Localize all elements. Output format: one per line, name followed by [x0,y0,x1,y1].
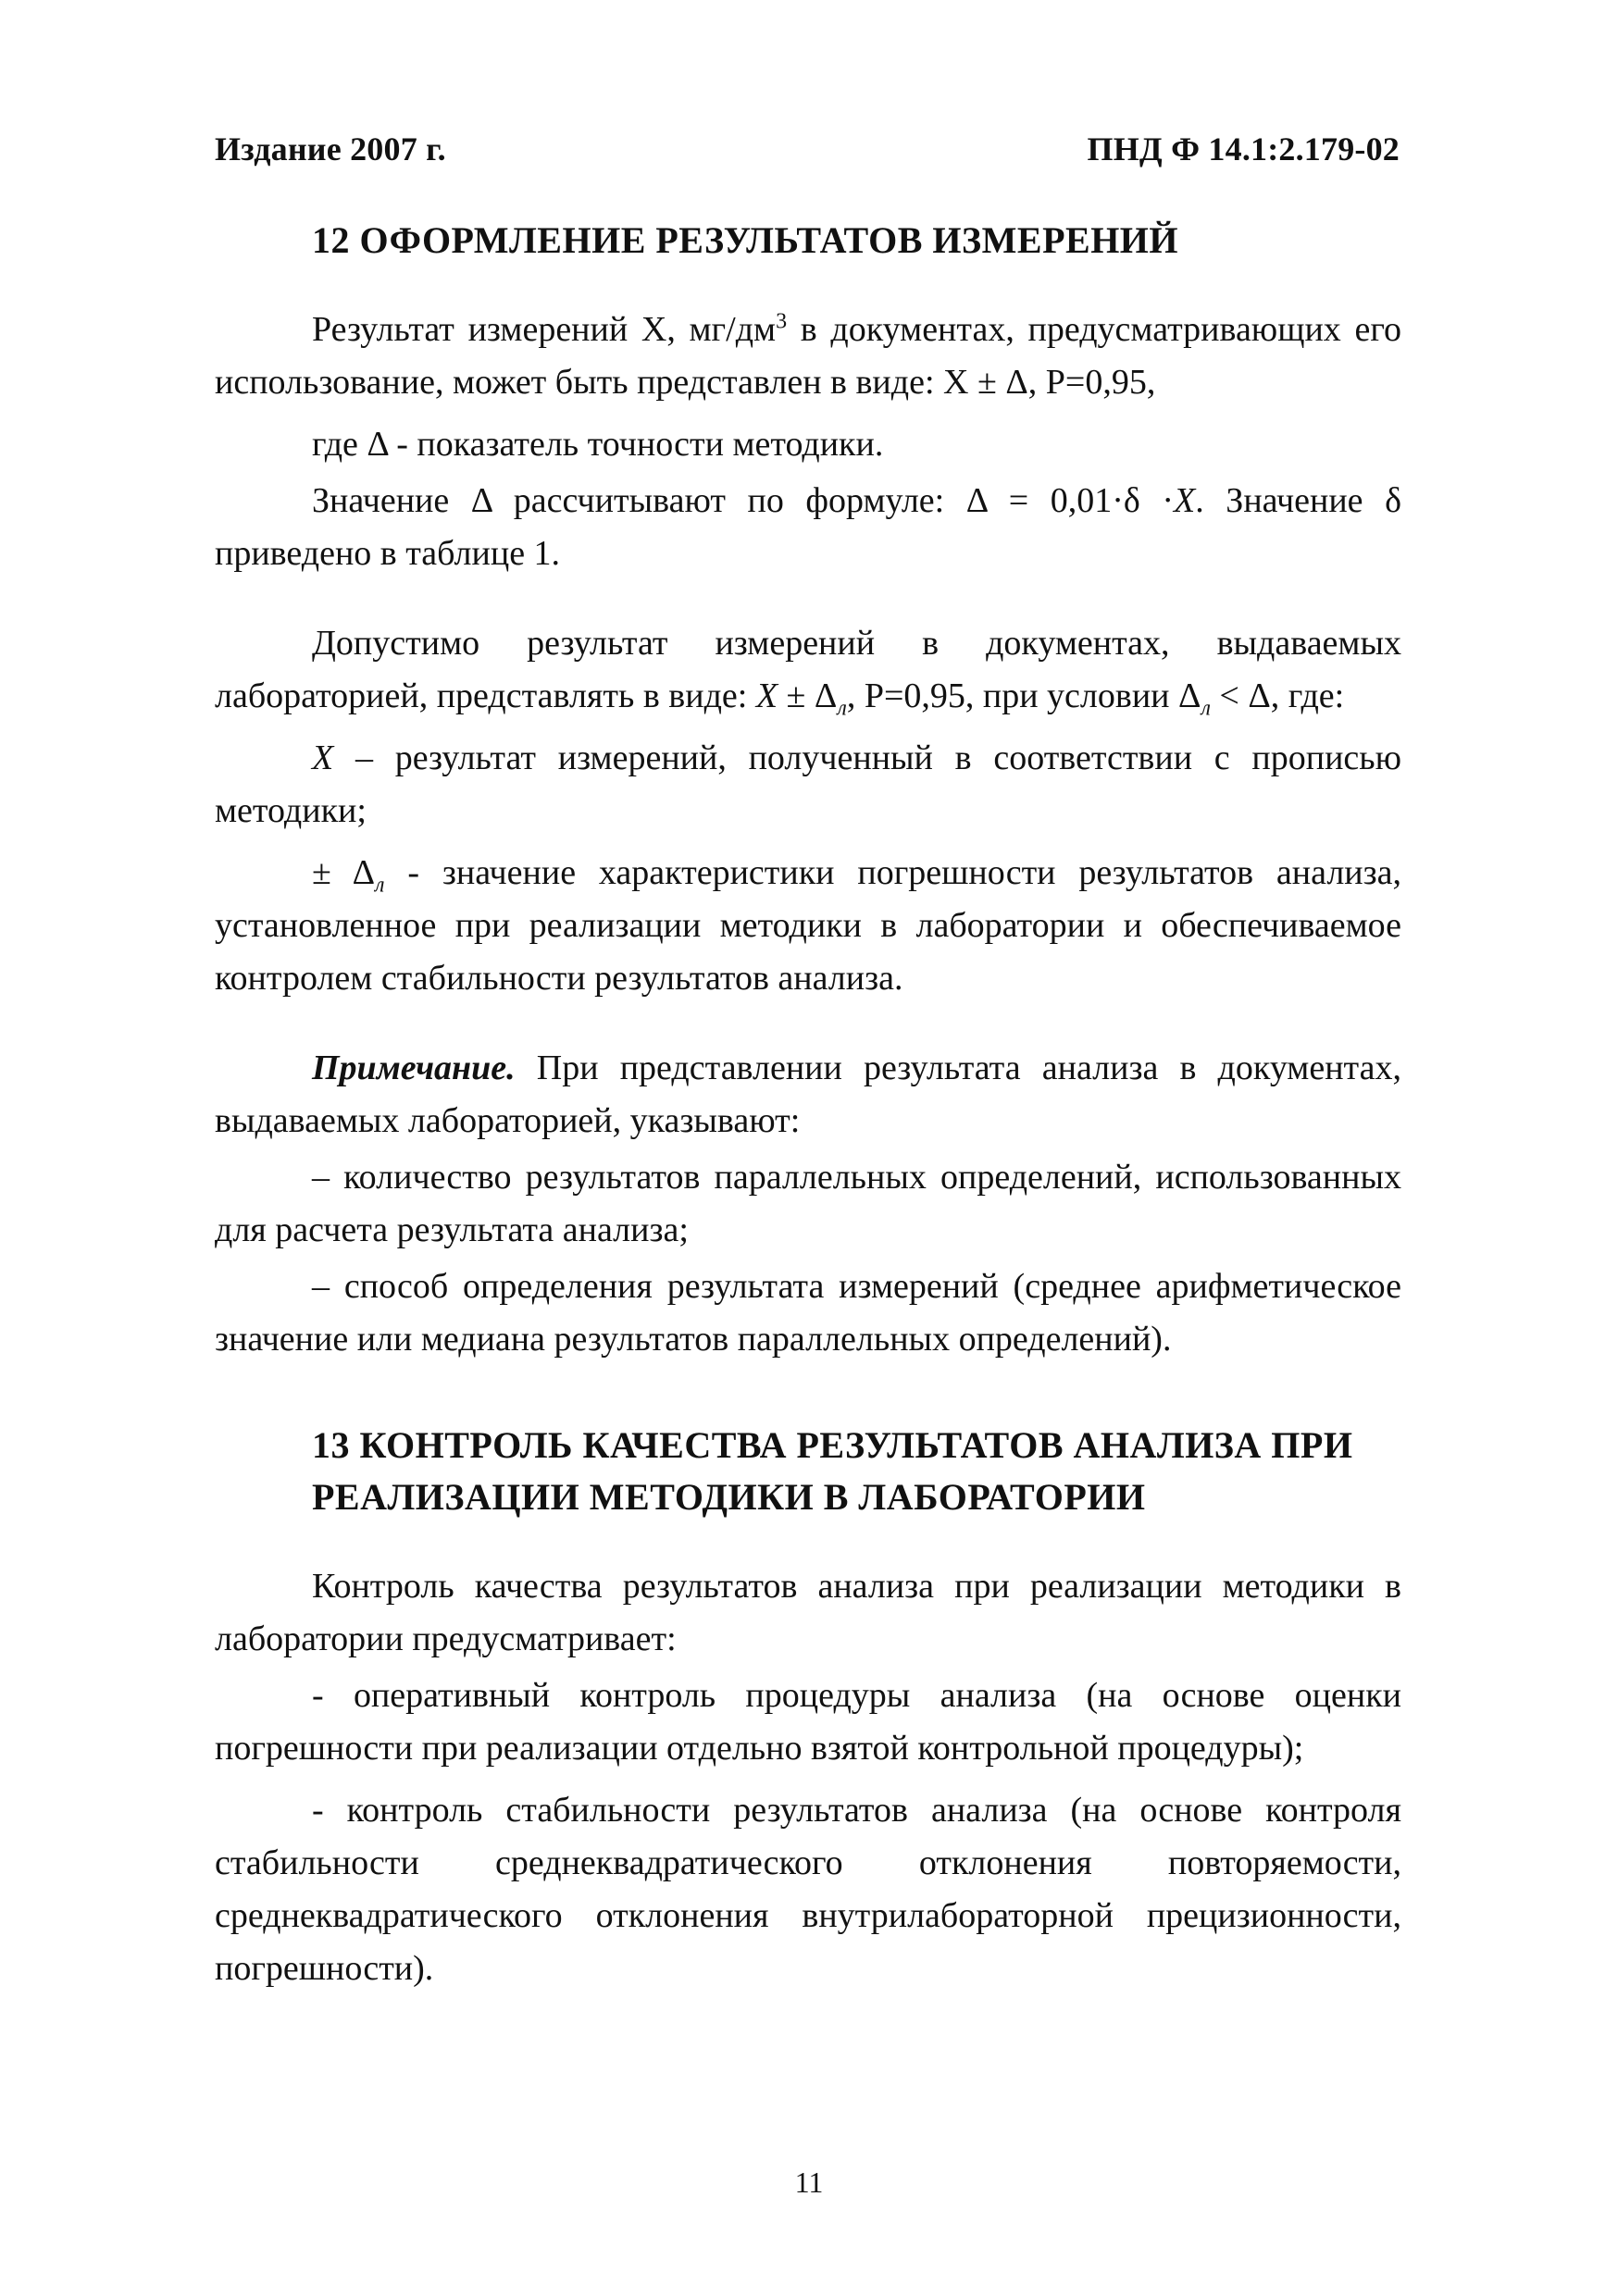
section-13-list-item: - контроль стабильности результатов анализа (на основе контроля стабильности среднеквадратического отклонения повторяемости, среднеквадратического отклонения внутрилабораторной прецизионности, погрешности). [215,1791,1401,1988]
section-13-title [215,1420,1401,1523]
note-list-item: – количество результатов параллельных определений, использованных для расчета результата анализа; [215,1158,1401,1249]
title-line: РЕАЛИЗАЦИИ МЕТОДИКИ В ЛАБОРАТОРИИ [312,1476,1146,1518]
page-content [215,215,1401,1995]
note-label: Примечание. [312,1049,516,1087]
section-13-list-item: - оперативный контроль процедуры анализа (на основе оценки погрешности при реализации отдельно взятой контрольной процедуры); [215,1676,1401,1768]
section-13-paragraph-1: Контроль качества результатов анализа при реализации методики в лаборатории предусматривает: [215,1567,1401,1658]
section-12-paragraph-3 [215,475,1401,580]
variable-x: X [1174,481,1196,520]
text-run: < Δ, где: [1210,676,1345,715]
text-run: в документах, предусматривающих его использование, может быть представлен в виде: Х ± Δ, Р=0,95, [215,310,1401,402]
section-12-paragraph-4 [215,617,1401,723]
section-12-paragraph-2: где Δ - показатель точности методики. [312,425,884,464]
text-run: , Р=0,95, при условии Δ [846,676,1201,715]
text-run: Значение Δ рассчитывают по формуле: Δ = 0,01·δ · [312,481,1174,520]
edition-label: Издание 2007 г. [215,130,446,168]
document-code: ПНД Ф 14.1:2.179-02 [1087,130,1400,168]
title-line: 13 КОНТРОЛЬ КАЧЕСТВА РЕЗУЛЬТАТОВ АНАЛИЗА ПРИ [312,1424,1353,1466]
page-number: 11 [794,2166,824,2199]
subscript: л [375,873,385,898]
text-run: Результат измерений Х, мг/дм [312,310,777,349]
note-paragraph [215,1042,1401,1148]
section-12-title: 12 ОФОРМЛЕНИЕ РЕЗУЛЬТАТОВ ИЗМЕРЕНИЙ [312,219,1179,261]
text-run: При представлении результата анализа в документах, выдаваемых лабораторией, указывают: [215,1049,1401,1140]
text-run: - значение характеристики погрешности результатов анализа, установленное при реализации методики в лаборатории и обеспечиваемое контролем стабильности результатов анализа. [215,853,1401,998]
text-run: ± Δ [312,853,376,892]
variable-x: X [312,738,334,777]
text-run: ± Δ [778,676,838,715]
text-run: Допустимо результат измерений в документах, выдаваемых лабораторией, представлять в виде: [215,624,1401,715]
subscript: л [1201,696,1211,721]
text-run: – результат измерений, полученный в соответствии с прописью методики; [215,738,1401,830]
section-12-paragraph-1 [215,304,1401,409]
section-12-paragraph-5 [215,732,1401,838]
note-list-item: – способ определения результата измерений (среднее арифметическое значение или медиана результатов параллельных определений). [215,1267,1401,1359]
subscript: л [837,696,847,721]
section-12-paragraph-6 [215,847,1401,1005]
text-run: . Значение δ приведено в таблице 1. [215,481,1401,573]
superscript: 3 [776,309,788,334]
variable-x: X [755,676,778,715]
